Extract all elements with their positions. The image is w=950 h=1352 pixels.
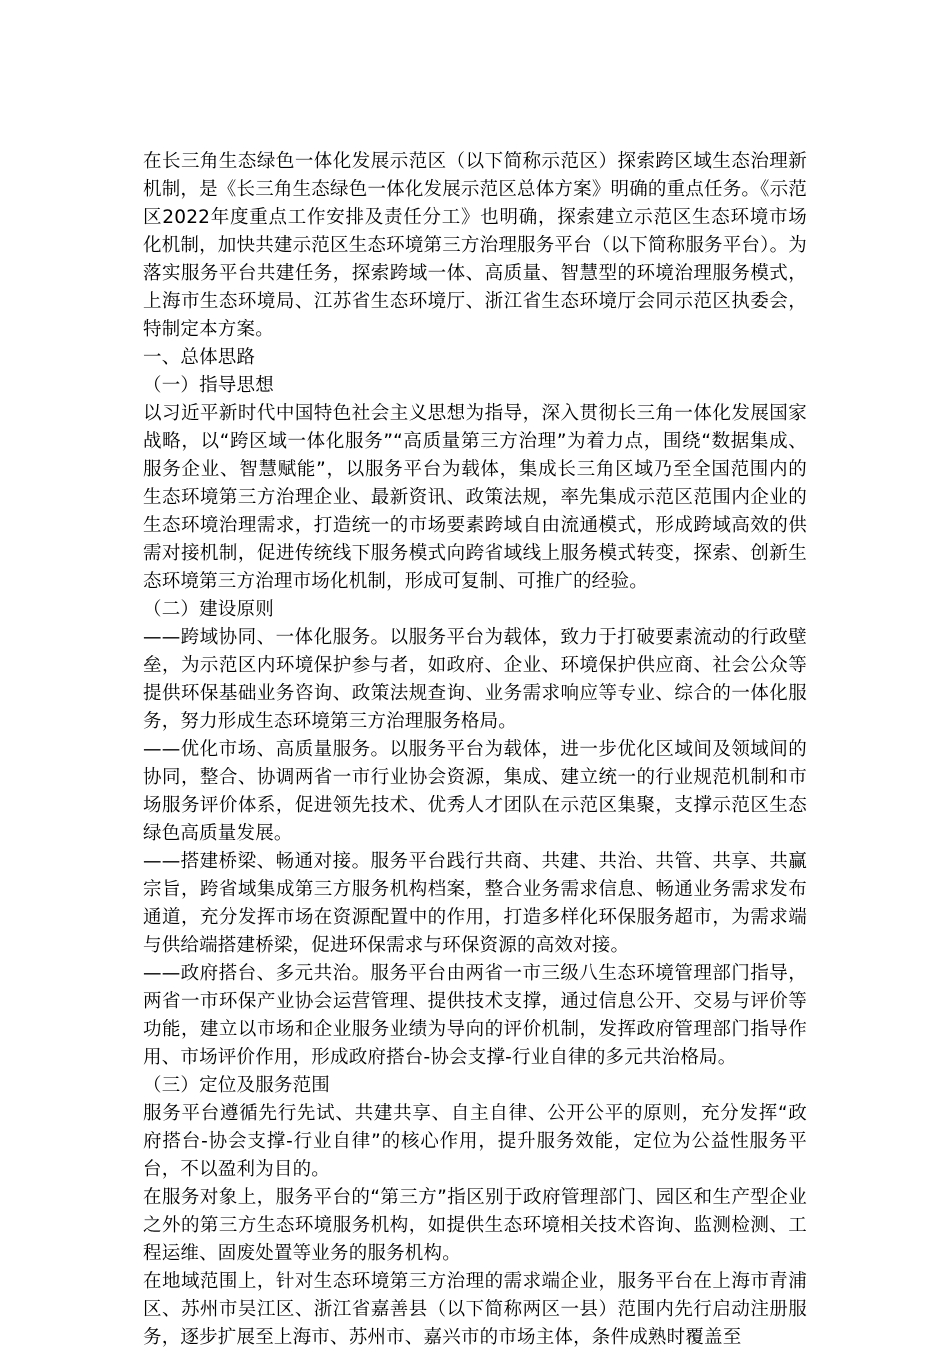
subsection-heading-positioning: （三）定位及服务范围 <box>143 1075 331 1096</box>
service-target-paragraph: 在服务对象上，服务平台的“第三方”指区别于政府管理部门、园区和生产型企业之外的第三方生态环境服务机构，如提供生态环境相关技术咨询、监测检测、工程运维、固废处置等业务的服务机构。 <box>143 1187 807 1264</box>
principle-paragraph-bridge: ——搭建桥梁、畅通对接。服务平台践行共商、共建、共治、共管、共享、共赢宗旨，跨省域集成第三方服务机构档案，整合业务需求信息、畅通业务需求发布通道，充分发挥市场在资源配置中的作用，打造多样化环保服务超市，为需求端与供给端搭建桥梁，促进环保需求与环保资源的高效对接。 <box>143 851 807 956</box>
positioning-paragraph: 服务平台遵循先行先试、共建共享、自主自律、公开公平的原则，充分发挥“政府搭台-协会支撑-行业自律”的核心作用，提升服务效能，定位为公益性服务平台，不以盈利为目的。 <box>143 1103 807 1180</box>
principle-paragraph-governance: ——政府搭台、多元共治。服务平台由两省一市三级八生态环境管理部门指导，两省一市环保产业协会运营管理、提供技术支撑，通过信息公开、交易与评价等功能，建立以市场和企业服务业绩为导向的评价机制，发挥政府管理部门指导作用、市场评价作用，形成政府搭台-协会支撑-行业自律的多元共治格局。 <box>143 963 807 1068</box>
document-body <box>143 148 807 1352</box>
intro-paragraph: 在长三角生态绿色一体化发展示范区（以下简称示范区）探索跨区域生态治理新机制，是《长三角生态绿色一体化发展示范区总体方案》明确的重点任务。《示范区2022年度重点工作安排及责任分工》也明确，探索建立示范区生态环境市场化机制，加快共建示范区生态环境第三方治理服务平台（以下简称服务平台）。为落实服务平台共建任务，探索跨域一体、高质量、智慧型的环境治理服务模式，上海市生态环境局、江苏省生态环境厅、浙江省生态环境厅会同示范区执委会，特制定本方案。 <box>143 151 807 340</box>
subsection-heading-guiding-ideology: （一）指导思想 <box>143 375 274 396</box>
section-heading-overall-approach: 一、总体思路 <box>143 347 256 368</box>
principle-paragraph-market: ——优化市场、高质量服务。以服务平台为载体，进一步优化区域间及领域间的协同，整合、协调两省一市行业协会资源，集成、建立统一的行业规范机制和市场服务评价体系，促进领先技术、优秀人才团队在示范区集聚，支撑示范区生态绿色高质量发展。 <box>143 739 807 844</box>
geographic-scope-paragraph: 在地域范围上，针对生态环境第三方治理的需求端企业，服务平台在上海市青浦区、苏州市吴江区、浙江省嘉善县（以下简称两区一县）范围内先行启动注册服务，逐步扩展至上海市、苏州市、嘉兴市的市场主体，条件成熟时覆盖至 <box>143 1271 807 1348</box>
principle-paragraph-cross-region: ——跨域协同、一体化服务。以服务平台为载体，致力于打破要素流动的行政壁垒，为示范区内环境保护参与者，如政府、企业、环境保护供应商、社会公众等提供环保基础业务咨询、政策法规查询、业务需求响应等专业、综合的一体化服务，努力形成生态环境第三方治理服务格局。 <box>143 627 807 732</box>
subsection-heading-principles: （二）建设原则 <box>143 599 274 620</box>
guiding-ideology-paragraph: 以习近平新时代中国特色社会主义思想为指导，深入贯彻长三角一体化发展国家战略，以“跨区域一体化服务”“高质量第三方治理”为着力点，围绕“数据集成、服务企业、智慧赋能”，以服务平台为载体，集成长三角区域乃至全国范围内的生态环境第三方治理企业、最新资讯、政策法规，率先集成示范区范围内企业的生态环境治理需求，打造统一的市场要素跨域自由流通模式，形成跨域高效的供需对接机制，促进传统线下服务模式向跨省域线上服务模式转变，探索、创新生态环境第三方治理市场化机制，形成可复制、可推广的经验。 <box>143 403 807 592</box>
